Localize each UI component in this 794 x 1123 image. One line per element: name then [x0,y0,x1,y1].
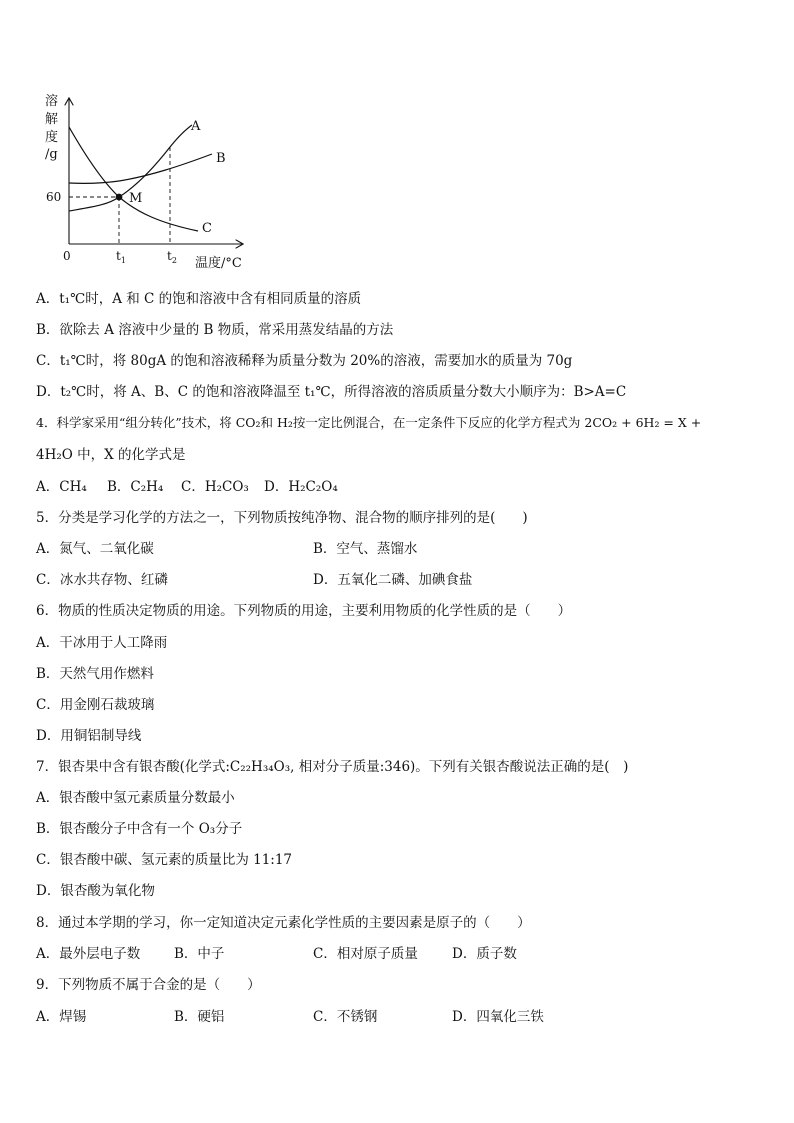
curve-b [69,154,212,183]
q5-option-b: B．空气、蒸馏水 [313,541,418,557]
q8-option-a: A．最外层电子数 [36,946,141,962]
q9-option-b: B．硬铝 [174,1009,225,1025]
q4-option-c: C．H₂CO₃ [181,479,249,495]
q6-option-a: A．干冰用于人工降雨 [36,635,168,651]
q9-option-a: A．焊锡 [36,1009,87,1025]
q5-option-d: D．五氧化二磷、加碘食盐 [313,572,473,588]
q5-stem: 5．分类是学习化学的方法之一，下列物质按纯净物、混合物的顺序排列的是( ) [36,510,528,526]
curve-a-label: A [191,119,201,134]
y-axis-label-3: 度 [45,130,59,145]
t1-label: $t_1$ [116,249,126,265]
q3-option-a: A．t₁℃时，A 和 C 的饱和溶液中含有相同质量的溶质 [36,291,362,307]
q8-option-d: D．质子数 [452,946,517,962]
y-tick-60: 60 [46,190,62,204]
x-axis-label: 温度/°C [195,256,242,271]
curve-b-label: B [216,151,226,166]
y-axis-label-2: 解 [45,112,59,127]
q6-option-c: C．用金刚石裁玻璃 [36,697,155,713]
q8-option-c: C．相对原子质量 [313,946,418,962]
q7-option-b: B．银杏酸分子中含有一个 O₃分子 [36,821,243,837]
q4-stem-line2: 4H₂O 中，X 的化学式是 [36,447,186,463]
curve-c [69,127,198,231]
q7-option-d: D．银杏酸为氧化物 [36,883,155,899]
y-axis-label-4: /g [45,147,58,162]
q7-stem: 7．银杏果中含有银杏酸(化学式:C₂₂H₃₄O₃, 相对分子质量:346)。下列有关银杏酸说法正确的是( ) [36,759,629,775]
q7-option-a: A．银杏酸中氢元素质量分数最小 [36,790,235,806]
t2-label: $t_2$ [167,249,177,265]
q6-stem: 6．物质的性质决定物质的用途。下列物质的用途，主要利用物质的化学性质的是（ ） [36,603,572,619]
origin-label: 0 [63,249,71,263]
q6-option-d: D．用铜铝制导线 [36,728,142,744]
q5-option-c: C．冰水共存物、红磷 [36,572,168,588]
q3-option-c: C．t₁℃时，将 80gA 的饱和溶液稀释为质量分数为 20%的溶液，需要加水的质量为 70g [36,353,573,369]
q6-option-b: B．天然气用作燃料 [36,666,154,682]
q8-option-b: B．中子 [174,946,225,962]
q4-option-a: A．CH₄ [36,479,87,495]
q4-option-d: D．H₂C₂O₄ [264,479,338,495]
q9-option-c: C．不锈钢 [313,1009,378,1025]
q9-stem: 9．下列物质不属于合金的是（ ） [36,977,261,993]
point-m [116,194,123,201]
q8-stem: 8．通过本学期的学习，你一定知道决定元素化学性质的主要因素是原子的（ ） [36,915,531,931]
y-axis-label-1: 溶 [45,94,59,109]
q3-option-b: B．欲除去 A 溶液中少量的 B 物质，常采用蒸发结晶的方法 [36,322,394,338]
q4-option-b: B．C₂H₄ [107,479,164,495]
point-m-label: M [129,191,143,206]
q9-option-d: D．四氧化三铁 [452,1009,544,1025]
q5-option-a: A．氮气、二氧化碳 [36,541,154,557]
curve-c-label: C [202,221,212,236]
q4-stem-line1: 4．科学家采用“组分转化”技术，将 CO₂和 H₂按一定比例混合，在一定条件下反应的化学方程式为 2CO₂ + 6H₂ = X + [36,415,702,430]
q7-option-c: C．银杏酸中碳、氢元素的质量比为 11:17 [36,852,293,868]
solubility-graph [30,85,260,275]
q3-option-d: D．t₂℃时，将 A、B、C 的饱和溶液降温至 t₁℃，所得溶液的溶质质量分数大小顺序为：B>A=C [36,384,627,400]
